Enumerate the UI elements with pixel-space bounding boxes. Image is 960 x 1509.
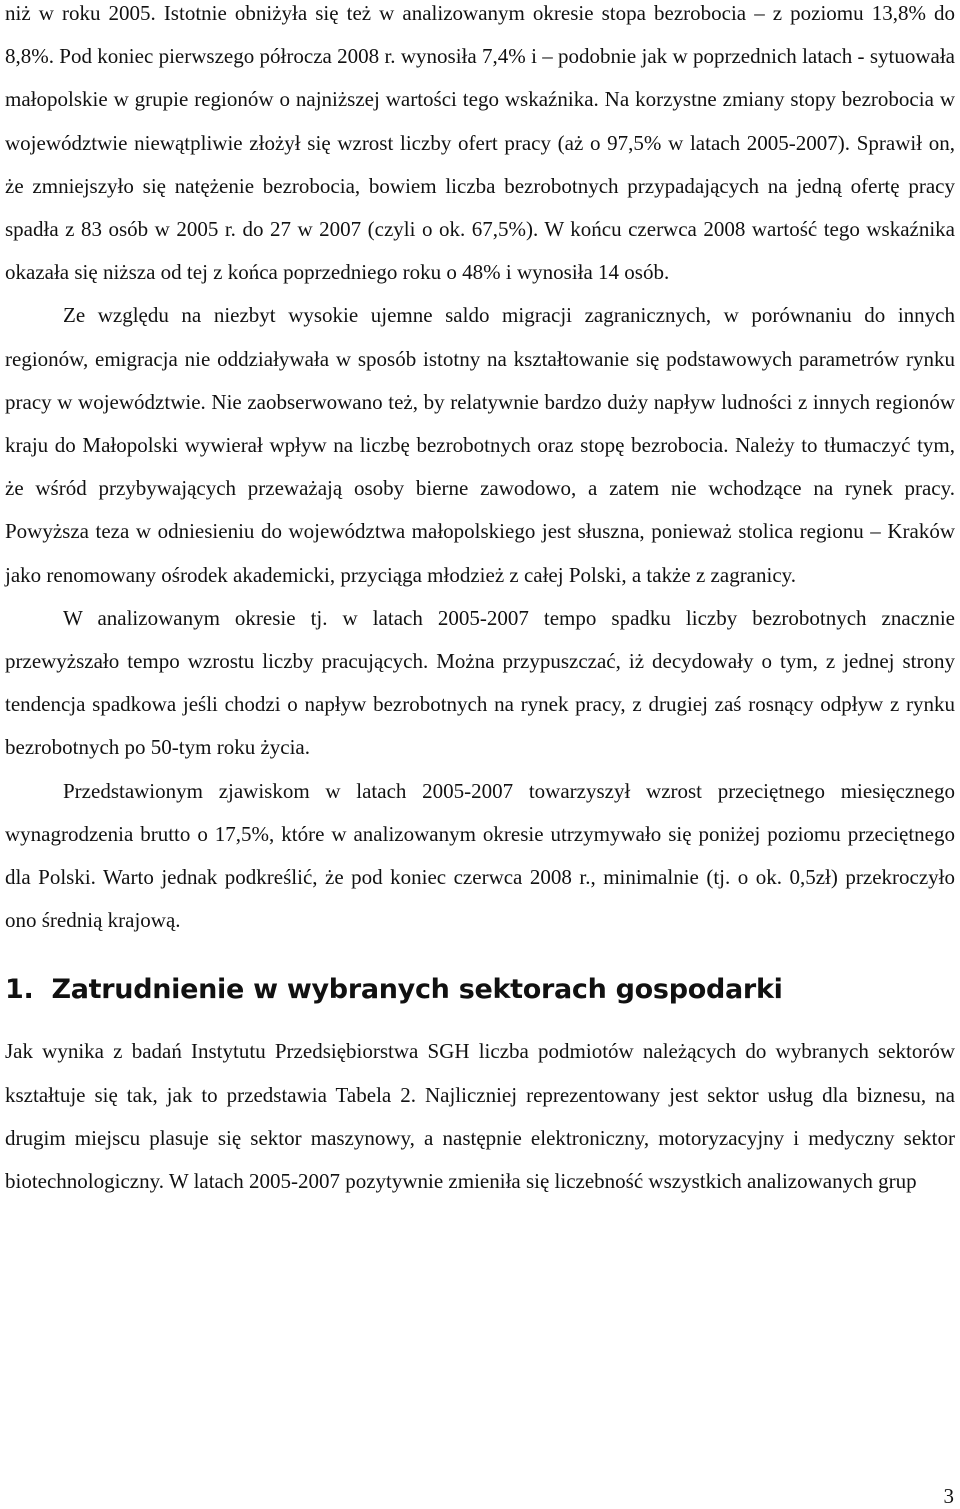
paragraph-unemployment-rate: niż w roku 2005. Istotnie obniżyła się też w analizowanym okresie stopa bezrobocia – z poziomu 13,8% do 8,8%. Pod koniec pierwszego półrocza 2008 r. wynosiła 7,4% i – podobnie jak w poprzednich latach - sytuowała małopolskie w grupie regionów o najniższej wartości tego wskaźnika. Na korzystne zmiany stopy bezrobocia w województwie niewątpliwie złożył się wzrost liczby ofert pracy (aż o 97,5% w latach 2005-2007). Sprawił on, że zmniejszyło się natężenie bezrobocia, bowiem liczba bezrobotnych przypadających na jedną ofertę pracy spadła z 83 osób w 2005 r. do 27 w 2007 (czyli o ok. 67,5%). W końcu czerwca 2008 wartość tego wskaźnika okazała się niższa od tej z końca poprzedniego roku o 48% i wynosiła 14 osób.	[5, 1, 955, 285]
section-title: Zatrudnienie w wybranych sektorach gospodarki	[51, 974, 783, 1006]
document-page	[5, 0, 955, 1203]
paragraph-wages: Przedstawionym zjawiskom w latach 2005-2007 towarzyszył wzrost przeciętnego miesięcznego wynagrodzenia brutto o 17,5%, które w analizowanym okresie utrzymywało się poniżej poziomu przeciętnego dla Polski. Warto jednak podkreślić, że pod koniec czerwca 2008 r., minimalnie (tj. o ok. 0,5zł) przekroczyło ono średnią krajową.	[5, 778, 955, 933]
paragraph-unemployment-trend: W analizowanym okresie tj. w latach 2005-2007 tempo spadku liczby bezrobotnych znacznie przewyższało tempo wzrostu liczby pracujących. Można przypuszczać, iż decydowały o tym, z jednej strony tendencja spadkowa jeśli chodzi o napływ bezrobotnych na rynek pracy, z drugiej zaś rosnący odpływ z rynku bezrobotnych po 50-tym roku życia.	[5, 605, 955, 760]
page-number: 3	[943, 1484, 954, 1508]
section-heading	[5, 970, 955, 1010]
paragraph-migration: Ze względu na niezbyt wysokie ujemne saldo migracji zagranicznych, w porównaniu do innych regionów, emigracja nie oddziaływała w sposób istotny na kształtowanie się podstawowych parametrów rynku pracy w województwie. Nie zaobserwowano też, by relatywnie bardzo duży napływ ludności z innych regionów kraju do Małopolski wywierał wpływ na liczbę bezrobotnych oraz stopę bezrobocia. Należy to tłumaczyć tym, że wśród przybywających przeważają osoby bierne zawodowo, a zatem nie wchodzące na rynek pracy. Powyższa teza w odniesieniu do województwa małopolskiego jest słuszna, ponieważ stolica regionu – Kraków jako renomowany ośrodek akademicki, przyciąga młodzież z całej Polski, a także z zagranicy.	[5, 303, 955, 587]
section-number: 1.	[5, 974, 34, 1006]
paragraph-sectors: Jak wynika z badań Instytutu Przedsiębiorstwa SGH liczba podmiotów należących do wybranych sektorów kształtuje się tak, jak to przedstawia Tabela 2. Najliczniej reprezentowany jest sektor usług dla biznesu, na drugim miejscu plasuje się sektor maszynowy, a następnie elektroniczny, motoryzacyjny i medyczny sektor biotechnologiczny. W latach 2005-2007 pozytywnie zmieniła się liczebność wszystkich analizowanych grup	[5, 1039, 955, 1194]
